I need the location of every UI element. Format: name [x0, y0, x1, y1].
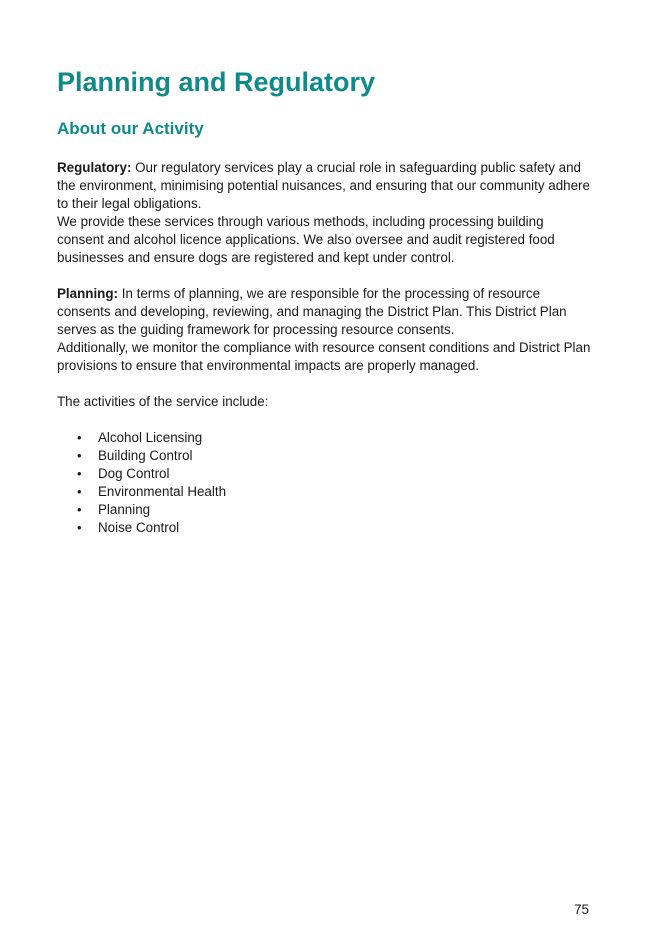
regulatory-label: Regulatory: [57, 160, 132, 175]
list-item [57, 465, 592, 483]
regulatory-paragraph [57, 159, 592, 213]
regulatory-paragraph-2: We provide these services through various methods, including processing building consent and alcohol licence applications. We also oversee and audit registered food businesses and ensure dogs are registered and kept under control. [57, 214, 555, 265]
list-item-label: Alcohol Licensing [98, 430, 203, 445]
page-title: Planning and Regulatory [57, 67, 376, 97]
paragraph-spacer [57, 375, 592, 393]
list-item-label: Environmental Health [98, 484, 227, 499]
paragraph-spacer [57, 267, 592, 285]
planning-text: In terms of planning, we are responsible for the processing of resource consents and developing, reviewing, and managing the District Plan. This District Plan serves as the guiding framework for processing resource consents. [57, 286, 567, 337]
page-number: 75 [574, 902, 589, 917]
planning-paragraph [57, 285, 592, 339]
list-item [57, 501, 592, 519]
activities-intro: The activities of the service include: [57, 394, 269, 409]
planning-label: Planning: [57, 286, 118, 301]
list-item-label: Noise Control [98, 520, 180, 535]
list-item [57, 429, 592, 447]
bullet-icon: • [77, 466, 82, 481]
section-heading: About our Activity [57, 119, 204, 138]
bullet-icon: • [77, 520, 82, 535]
bullet-icon: • [77, 502, 82, 517]
bullet-icon: • [77, 448, 82, 463]
list-item-label: Building Control [98, 448, 193, 463]
list-item [57, 447, 592, 465]
body-text [57, 159, 592, 537]
activities-list [57, 429, 592, 537]
list-item [57, 483, 592, 501]
bullet-icon: • [77, 430, 82, 445]
list-item-label: Planning [98, 502, 151, 517]
planning-paragraph-2: Additionally, we monitor the compliance with resource consent conditions and District Plan provisions to ensure that environmental impacts are properly managed. [57, 340, 591, 373]
list-item [57, 519, 592, 537]
list-item-label: Dog Control [98, 466, 170, 481]
regulatory-text: Our regulatory services play a crucial role in safeguarding public safety and the environment, minimising potential nuisances, and ensuring that our community adhere to their legal obligations. [57, 160, 590, 211]
bullet-icon: • [77, 484, 82, 499]
